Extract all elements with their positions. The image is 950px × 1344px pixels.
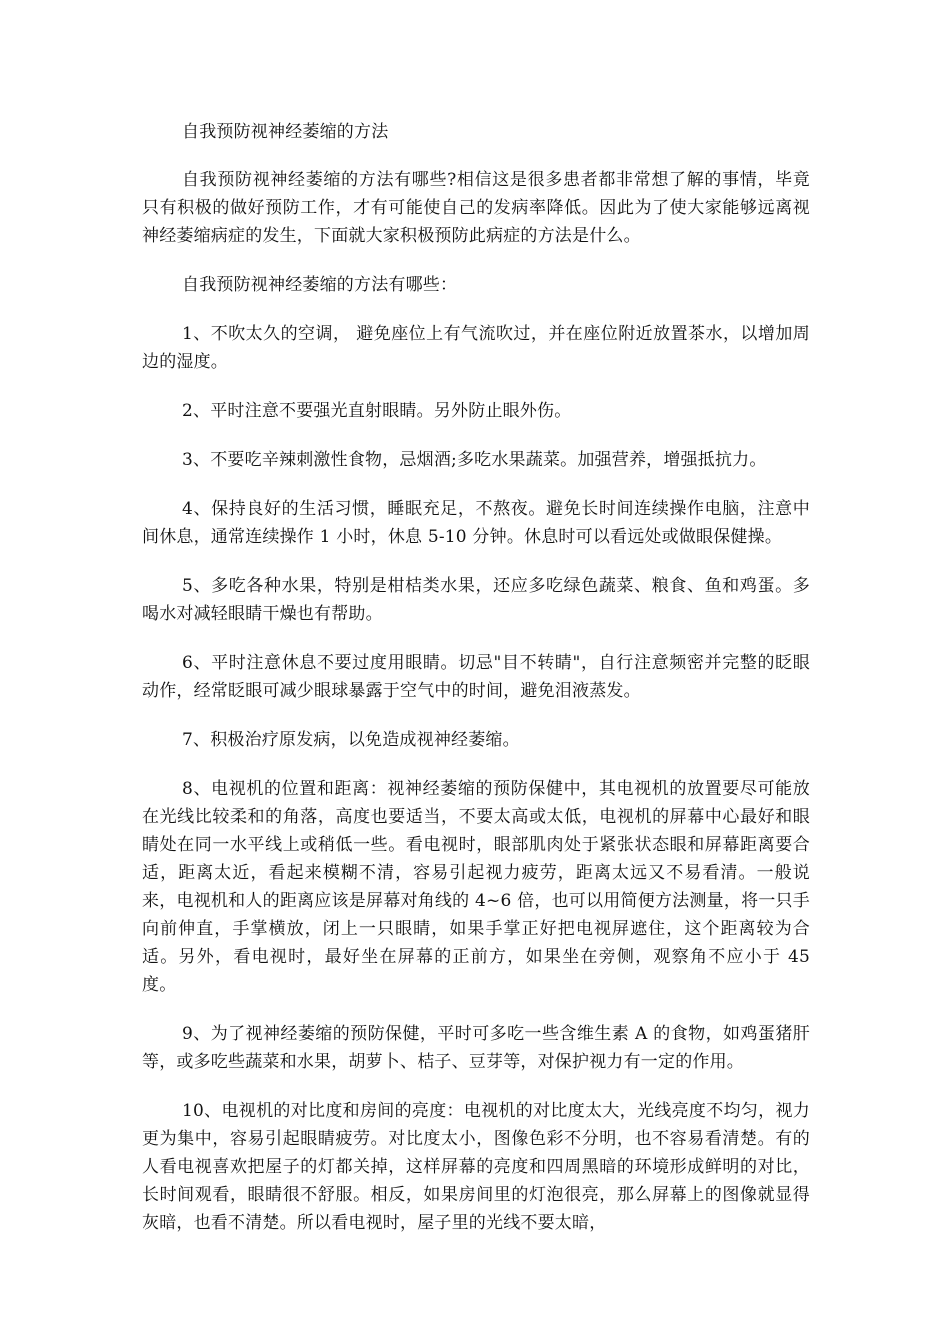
list-item-1: 1、不吹太久的空调， 避免座位上有气流吹过，并在座位附近放置茶水，以增加周边的湿度。 (142, 324, 810, 372)
list-item-2: 2、平时注意不要强光直射眼睛。另外防止眼外伤。 (182, 401, 572, 421)
intro-paragraph: 自我预防视神经萎缩的方法有哪些?相信这是很多患者都非常想了解的事情，毕竟只有积极的做好预防工作，才有可能使自己的发病率降低。因此为了使大家能够远离视神经萎缩病症的发生，下面就大家积极预防此病症的方法是什么。 (142, 170, 810, 246)
document-page (142, 118, 810, 1258)
list-item-5: 5、多吃各种水果，特别是柑桔类水果，还应多吃绿色蔬菜、粮食、鱼和鸡蛋。多喝水对减轻眼睛干燥也有帮助。 (142, 576, 810, 624)
list-item-3: 3、不要吃辛辣刺激性食物，忌烟酒;多吃水果蔬菜。加强营养，增强抵抗力。 (182, 450, 767, 470)
document-title: 自我预防视神经萎缩的方法 (182, 122, 389, 142)
list-item-6: 6、平时注意休息不要过度用眼睛。切忌"目不转睛"，自行注意频密并完整的眨眼动作，经常眨眼可减少眼球暴露于空气中的时间，避免泪液蒸发。 (142, 653, 810, 701)
list-item-9: 9、为了视神经萎缩的预防保健，平时可多吃一些含维生素 A 的食物，如鸡蛋猪肝等，或多吃些蔬菜和水果，胡萝卜、桔子、豆芽等，对保护视力有一定的作用。 (142, 1024, 810, 1072)
list-item-4: 4、保持良好的生活习惯，睡眠充足，不熬夜。避免长时间连续操作电脑，注意中间休息，通常连续操作 1 小时，休息 5-10 分钟。休息时可以看远处或做眼保健操。 (142, 499, 810, 547)
list-item-8: 8、电视机的位置和距离：视神经萎缩的预防保健中，其电视机的放置要尽可能放在光线比较柔和的角落，高度也要适当，不要太高或太低，电视机的屏幕中心最好和眼睛处在同一水平线上或稍低一些。看电视时，眼部肌肉处于紧张状态眼和屏幕距离要合适，距离太近，看起来模糊不清，容易引起视力疲劳，距离太远又不易看清。一般说来，电视机和人的距离应该是屏幕对角线的 4~6 倍，也可以用简便方法测量，将一只手向前伸直，手掌横放，闭上一只眼睛，如果手掌正好把电视屏遮住，这个距离较为合适。另外，看电视时，最好坐在屏幕的正前方，如果坐在旁侧，观察角不应小于 45 度。 (142, 779, 810, 995)
list-item-7: 7、积极治疗原发病，以免造成视神经萎缩。 (182, 730, 520, 750)
list-item-10: 10、电视机的对比度和房间的亮度：电视机的对比度太大，光线亮度不均匀，视力更为集中，容易引起眼睛疲劳。对比度太小，图像色彩不分明，也不容易看清楚。有的人看电视喜欢把屋子的灯都关掉，这样屏幕的亮度和四周黑暗的环境形成鲜明的对比，长时间观看，眼睛很不舒服。相反，如果房间里的灯泡很亮，那么屏幕上的图像就显得灰暗，也看不清楚。所以看电视时，屋子里的光线不要太暗， (142, 1101, 810, 1233)
subheading: 自我预防视神经萎缩的方法有哪些： (182, 275, 458, 295)
